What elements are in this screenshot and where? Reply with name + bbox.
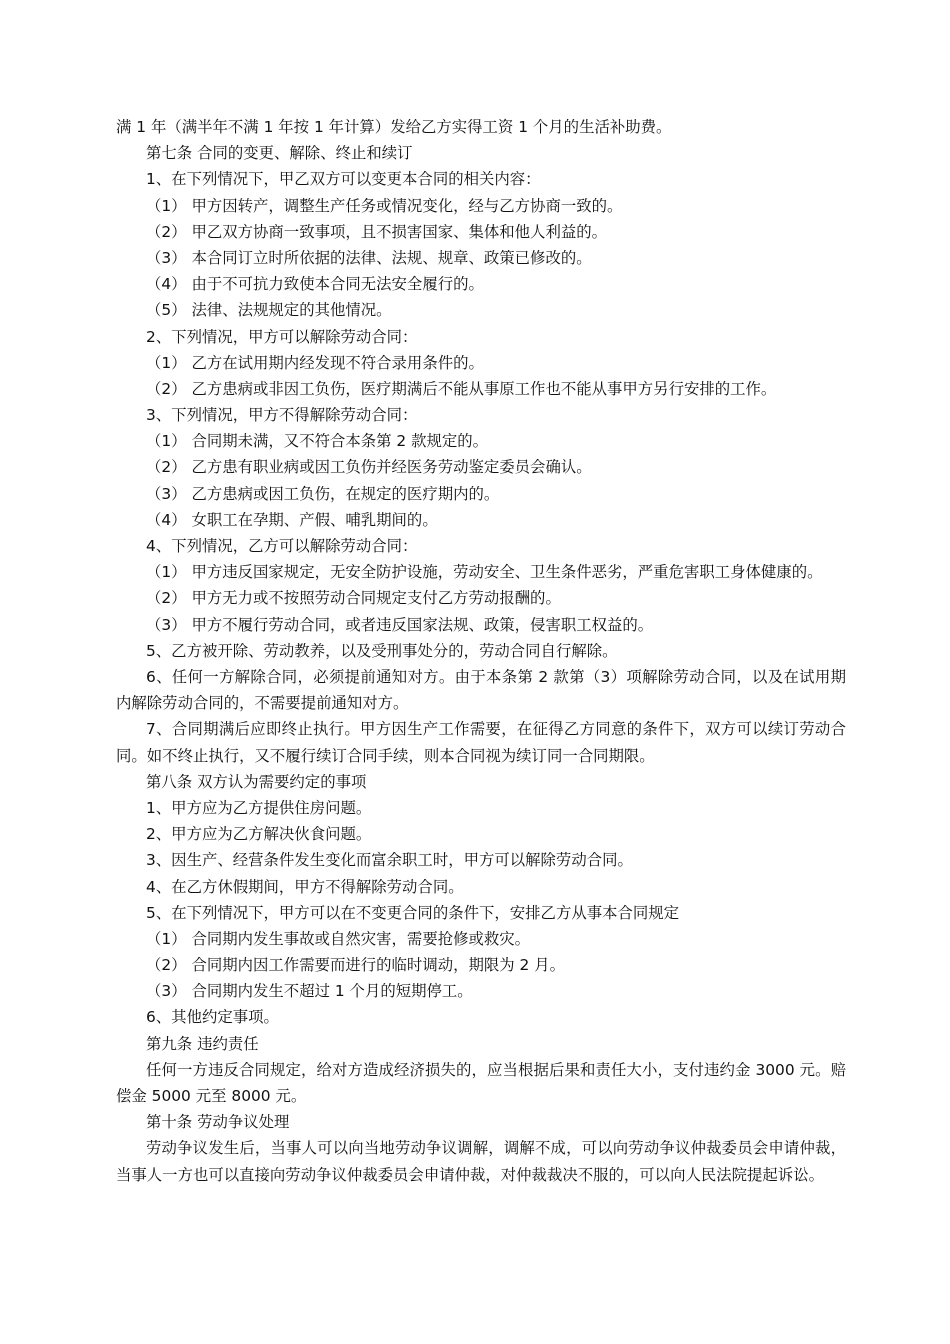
text-line: 2、下列情况，甲方可以解除劳动合同： [146, 327, 418, 346]
text-line: （3） 本合同订立时所依据的法律、法规、规章、政策已修改的。 [146, 248, 592, 267]
text-line: 4、在乙方休假期间，甲方不得解除劳动合同。 [146, 877, 464, 896]
contract-body [116, 114, 846, 1188]
text-line: （5） 法律、法规规定的其他情况。 [146, 301, 392, 320]
text-line: 1、在下列情况下，甲乙双方可以变更本合同的相关内容： [146, 170, 541, 189]
text-line: （1） 甲方违反国家规定，无安全防护设施，劳动安全、卫生条件恶劣，严重危害职工身体健康的。 [146, 563, 823, 582]
text-line: （4） 女职工在孕期、产假、哺乳期间的。 [146, 510, 438, 529]
text-line: 4、下列情况，乙方可以解除劳动合同： [146, 537, 418, 555]
paragraph-breach-liability: 任何一方违反合同规定，给对方造成经济损失的，应当根据后果和责任大小，支付违约金 3000 元。赔偿金 5000 元至 8000 元。 [116, 1060, 846, 1106]
text-line: （3） 合同期内发生不超过 1 个月的短期停工。 [146, 982, 473, 1001]
text-line: 5、乙方被开除、劳动教养，以及受刑事处分的，劳动合同自行解除。 [146, 641, 618, 660]
text-line: （1） 乙方在试用期内经发现不符合录用条件的。 [146, 353, 484, 372]
text-line: 2、甲方应为乙方解决伙食问题。 [146, 825, 372, 844]
text-line: （4） 由于不可抗力致使本合同无法安全履行的。 [146, 275, 484, 294]
text-line: 6、其他约定事项。 [146, 1008, 279, 1027]
paragraph-termination-notice: 6、任何一方解除合同，必须提前通知对方。由于本条第 2 款第（3）项解除劳动合同，以及在试用期内解除劳动合同的，不需要提前通知对方。 [116, 667, 846, 713]
text-line: （2） 甲乙双方协商一致事项，且不损害国家、集体和他人利益的。 [146, 222, 608, 241]
text-line: （2） 乙方患病或非因工负伤，医疗期满后不能从事原工作也不能从事甲方另行安排的工作。 [146, 379, 777, 398]
text-line: 3、因生产、经营条件发生变化而富余职工时，甲方可以解除劳动合同。 [146, 851, 633, 870]
text-line: （1） 甲方因转产，调整生产任务或情况变化，经与乙方协商一致的。 [146, 196, 623, 215]
section-heading-9: 第九条 违约责任 [146, 1034, 259, 1053]
text-line: （1） 合同期未满，又不符合本条第 2 款规定的。 [146, 432, 489, 451]
paragraph-contract-renewal: 7、合同期满后应即终止执行。甲方因生产工作需要，在征得乙方同意的条件下，双方可以续订劳动合同。如不终止执行，又不履行续订合同手续，则本合同视为续订同一合同期限。 [116, 720, 846, 765]
text-line: （3） 甲方不履行劳动合同，或者违反国家法规、政策，侵害职工权益的。 [146, 615, 654, 634]
text-line: （2） 合同期内因工作需要而进行的临时调动，期限为 2 月。 [146, 956, 566, 975]
text-line: （1） 合同期内发生事故或自然灾害，需要抢修或救灾。 [146, 929, 531, 948]
text-line: （2） 乙方患有职业病或因工负伤并经医务劳动鉴定委员会确认。 [146, 458, 592, 477]
text-line: （3） 乙方患病或因工负伤，在规定的医疗期内的。 [146, 484, 500, 503]
section-heading-10: 第十条 劳动争议处理 [146, 1113, 290, 1132]
paragraph-dispute-resolution: 劳动争议发生后，当事人可以向当地劳动争议调解，调解不成，可以向劳动争议仲裁委员会申请仲裁，当事人一方也可以直接向劳动争议仲裁委员会申请仲裁，对仲裁裁决不服的，可以向人民法院提起诉讼。 [116, 1139, 846, 1184]
text-line: 3、下列情况，甲方不得解除劳动合同： [146, 406, 418, 425]
section-heading-8: 第八条 双方认为需要约定的事项 [146, 772, 367, 791]
text-line: （2） 甲方无力或不按照劳动合同规定支付乙方劳动报酬的。 [146, 589, 561, 608]
section-heading-7: 第七条 合同的变更、解除、终止和续订 [146, 144, 413, 163]
text-line: 5、在下列情况下，甲方可以在不变更合同的条件下，安排乙方从事本合同规定 [146, 903, 680, 922]
text-line: 1、甲方应为乙方提供住房问题。 [146, 798, 372, 817]
text-line: 满 1 年（满半年不满 1 年按 1 年计算）发给乙方实得工资 1 个月的生活补助费。 [116, 118, 672, 136]
